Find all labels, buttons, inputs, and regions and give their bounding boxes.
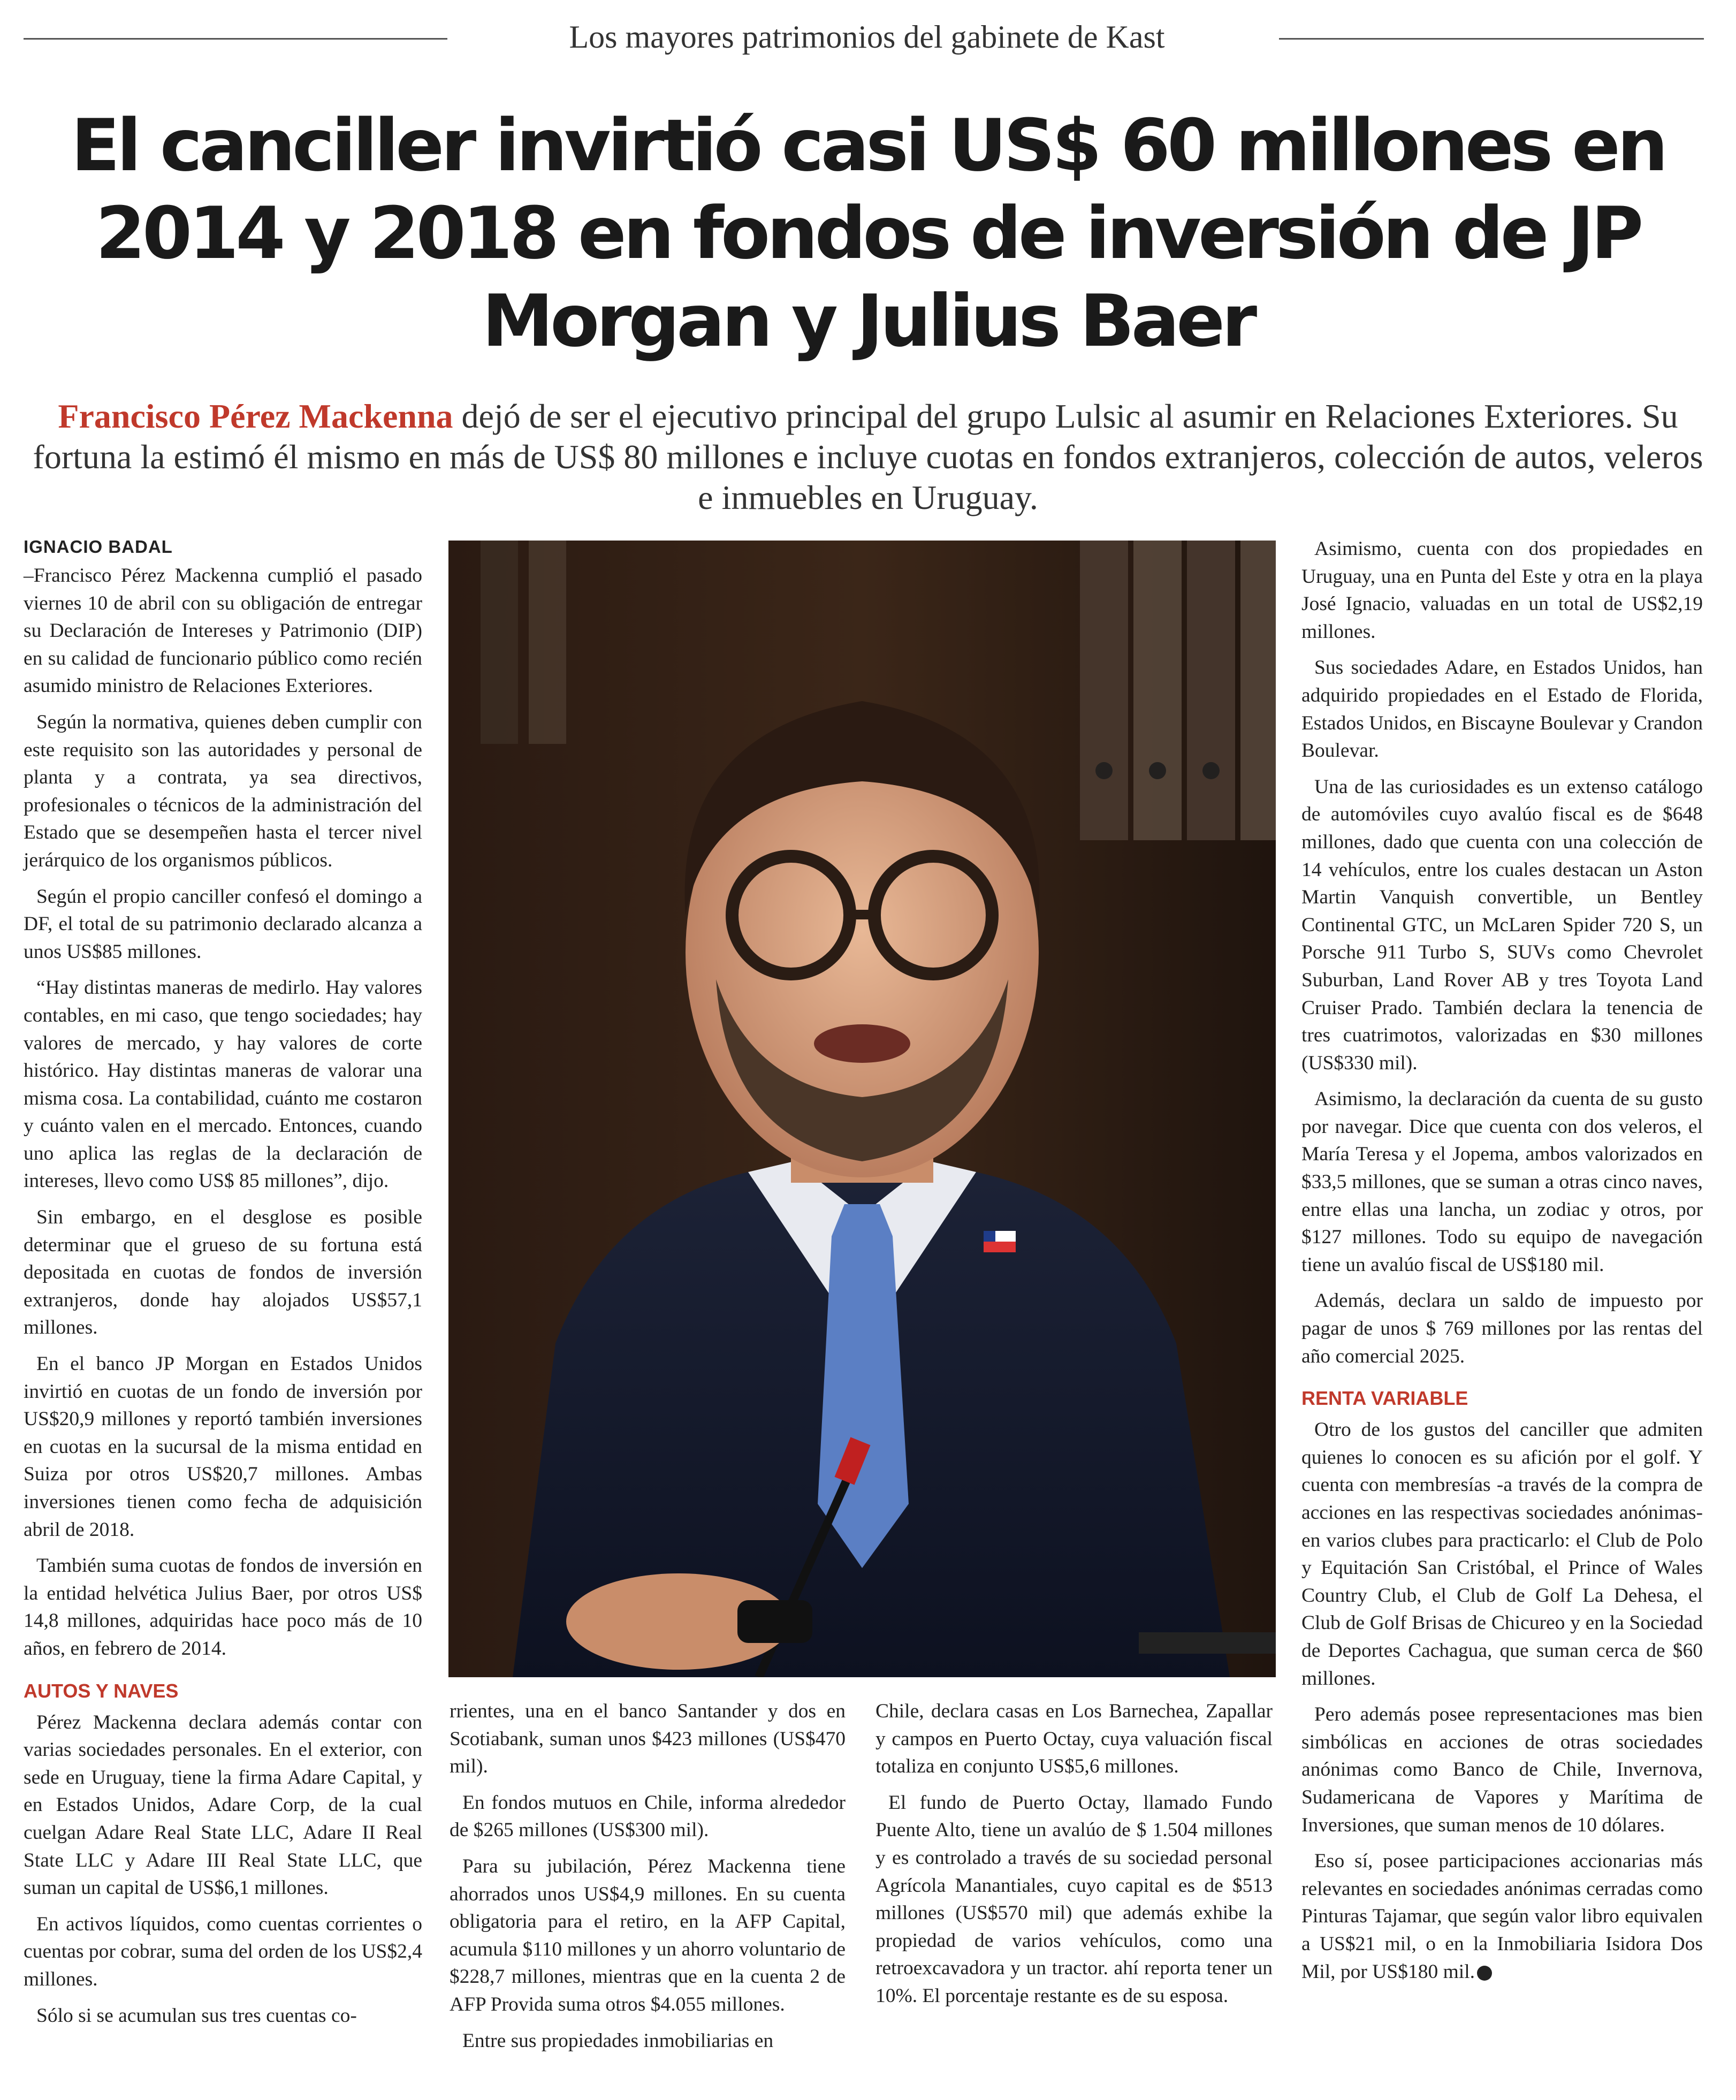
paragraph: Sólo si se acumulan sus tres cuentas co- — [36, 2004, 357, 2027]
paragraph: Para su jubilación, Pérez Mackenna tiene ahorrados unos US$4,9 millones. En su cuenta obligatoria para el retiro, en la AFP Capital, acumula $110 millones y un ahorro voluntario de $228,7 millones, mientras que en la cuenta 2 de AFP Provida suma otros $4.055 millones. — [450, 1855, 846, 2015]
paragraph: Asimismo, cuenta con dos propiedades en Uruguay, una en Punta del Este y otra en la playa José Ignacio, valuadas en un total de US$2,19 millones. — [1301, 538, 1703, 643]
paragraph: En el banco JP Morgan en Estados Unidos invirtió en cuotas de un fondo de inversión por US$20,9 millones y reportó también inversiones en cuotas en la sucursal de la misma entidad en Suiza por otros US$20,7 millones. Ambas inversiones tienen como fecha de adquisición abril de 2018. — [24, 1353, 422, 1541]
paragraph: En fondos mutuos en Chile, informa alrededor de $265 millones (US$300 mil). — [450, 1791, 846, 1842]
headline: El canciller invirtió casi US$ 60 millones en 2014 y 2018 en fondos de inversión de JP Morgan y Julius Baer — [71, 104, 1665, 363]
article-column-2 — [450, 1698, 846, 2063]
paragraph: Una de las curiosidades es un extenso catálogo de automóviles cuyo avalúo fiscal es de $648 millones, dado que cuenta con una colección de 14 vehículos, entre los cuales destacan un Aston Martin Vanquish convertible, un Bentley Continental GTC, un McLaren Spider 720 S, un Porsche 911 Turbo S, SUVs como Chevrolet Suburban, Land Rover AB y tres Toyota Land Cruiser Prado. También declara la tenencia de tres cuatrimotos, valorizadas en $30 millones (US$330 mil). — [1301, 775, 1703, 1074]
byline: IGNACIO BADAL — [24, 537, 173, 557]
paragraph: En activos líquidos, como cuentas corrientes o cuentas por cobrar, suma del orden de los US$2,4 millones. — [24, 1913, 422, 1990]
deck — [32, 396, 1704, 518]
end-mark-icon — [1477, 1966, 1492, 1981]
paragraph: Según la normativa, quienes deben cumplir con este requisito son las autoridades y personal de planta y a contrata, ya sea directivos, profesionales o técnicos de la administración del Estado que se desempeñen hasta el tercer nivel jerárquico de los organismos públicos. — [24, 711, 422, 871]
kicker-rule-left — [24, 38, 447, 40]
paragraph: Chile, declara casas en Los Barnechea, Zapallar y campos en Puerto Octay, cuya valuación fiscal totaliza en conjunto US$5,6 millones. — [875, 1700, 1273, 1778]
paragraph: “Hay distintas maneras de medirlo. Hay valores contables, en mi caso, que tengo sociedades; hay valores de mercado, y hay valores de corte histórico. Hay distintas maneras de valorar una misma cosa. La contabilidad, cuánto me costaron y cuánto valen en el mercado. Entonces, cuando uno aplica las reglas de la declaración de intereses, llevo como US$ 85 millones”, dijo. — [24, 977, 422, 1192]
article-column-1 — [24, 535, 422, 2038]
paragraph: Sin embargo, en el desglose es posible determinar que el grueso de su fortuna está depositada en cuotas de fondos de inversión extranjeros, donde hay alojados US$57,1 millones. — [24, 1206, 422, 1339]
article-column-4 — [1301, 535, 1703, 1994]
photo-canciller — [448, 541, 1276, 1677]
deck-lead-name: Francisco Pérez Mackenna — [58, 397, 453, 435]
paragraph: Asimismo, la declaración da cuenta de su gusto por navegar. Dice que cuenta con dos veleros, el María Teresa y el Jopema, ambos valorizados en $33,5 millones, que se suman a otras cinco naves, entre ellas una lancha, un zodiac y otros, por $127 millones. Todo su equipo de navegación tiene un avalúo fiscal de US$180 mil. — [1301, 1088, 1703, 1276]
article-column-3 — [875, 1698, 1273, 2019]
paragraph: Según el propio canciller confesó el domingo a DF, el total de su patrimonio declarado alcanza a unos US$85 millones. — [24, 885, 422, 963]
subhead-autos-y-naves: AUTOS Y NAVES — [24, 1679, 179, 1702]
paragraph: Otro de los gustos del canciller que admiten quienes lo conocen es su afición por el golf. Y cuenta con membresías -a través de la compra de acciones en las respectivas sociedades anónimas- en varios clubes para practicarlo: el Club de Polo y Equitación San Cristóbal, el Prince of Wales Country Club, el Club de Golf La Dehesa, el Club de Golf Brisas de Chicureo y en la Sociedad de Deportes Cachagua, que suman cerca de $60 millones. — [1301, 1419, 1703, 1690]
deck-text: dejó de ser el ejecutivo principal del grupo Lulsic al asumir en Relaciones Exteriores. Su fortuna la estimó él mismo en más de US$ 80 millones e incluye cuotas en fondos extranjeros, colección de autos, veleros e inmuebles en Uruguay. — [33, 397, 1703, 516]
paragraph: Entre sus propiedades inmobiliarias en — [462, 2029, 774, 2052]
paragraph — [1301, 1847, 1703, 1985]
paragraph: –Francisco Pérez Mackenna cumplió el pasado viernes 10 de abril con su obligación de entregar su Declaración de Intereses y Patrimonio (DIP) en su calidad de funcionario público como recién asumido ministro de Relaciones Exteriores. — [24, 565, 422, 697]
paragraph: Pero además posee representaciones mas bien simbólicas en acciones de otras sociedades anónimas como Banco de Chile, Invernova, Sudamericana de Vapores y Marítima de Inversiones, que suman menos de 10 dólares. — [1301, 1703, 1703, 1836]
subhead-renta-variable: RENTA VARIABLE — [1301, 1387, 1468, 1410]
paragraph: rrientes, una en el banco Santander y dos en Scotiabank, suman unos $423 millones (US$470 mil). — [450, 1700, 846, 1778]
paragraph-text: Eso sí, posee participaciones accionarias más relevantes en sociedades anónimas cerradas como Pinturas Tajamar, que según valor libro equivalen a US$21 mil, o en la Inmobiliaria Isidora Dos Mil, por US$180 mil. — [1301, 1850, 1703, 1983]
paragraph: Sus sociedades Adare, en Estados Unidos, han adquirido propiedades en el Estado de Florida, Estados Unidos, en Biscayne Boulevar y Crandon Boulevar. — [1301, 657, 1703, 762]
kicker-rule-right — [1279, 38, 1704, 40]
paragraph: Pérez Mackenna declara además contar con varias sociedades personales. En el exterior, con sede en Uruguay, tiene la firma Adare Capital, y en Estados Unidos, Adare Corp, de la cual cuelgan Adare Real State LLC, Adare II Real State LLC y Adare III Real State LLC, que suman un capital de US$6,1 millones. — [24, 1711, 422, 1899]
section-kicker: Los mayores patrimonios del gabinete de Kast — [569, 19, 1165, 55]
paragraph: El fundo de Puerto Octay, llamado Fundo Puente Alto, tiene un avalúo de $ 1.504 millones y es controlado a través de su sociedad personal Agrícola Manantiales, cuyo capital es de $513 millones (US$570 mil) que además exhibe la propiedad de varios vehículos, como una retroexcavadora y un tractor. ahí reporta tener un 10%. El porcentaje restante es de su esposa. — [875, 1791, 1273, 2007]
paragraph: Además, declara un saldo de impuesto por pagar de unos $ 769 millones por las rentas del año comercial 2025. — [1301, 1290, 1703, 1367]
paragraph: También suma cuotas de fondos de inversión en la entidad helvética Julius Baer, por otros US$ 14,8 millones, adquiridas hace poco más de 10 años, en febrero de 2014. — [24, 1555, 422, 1660]
